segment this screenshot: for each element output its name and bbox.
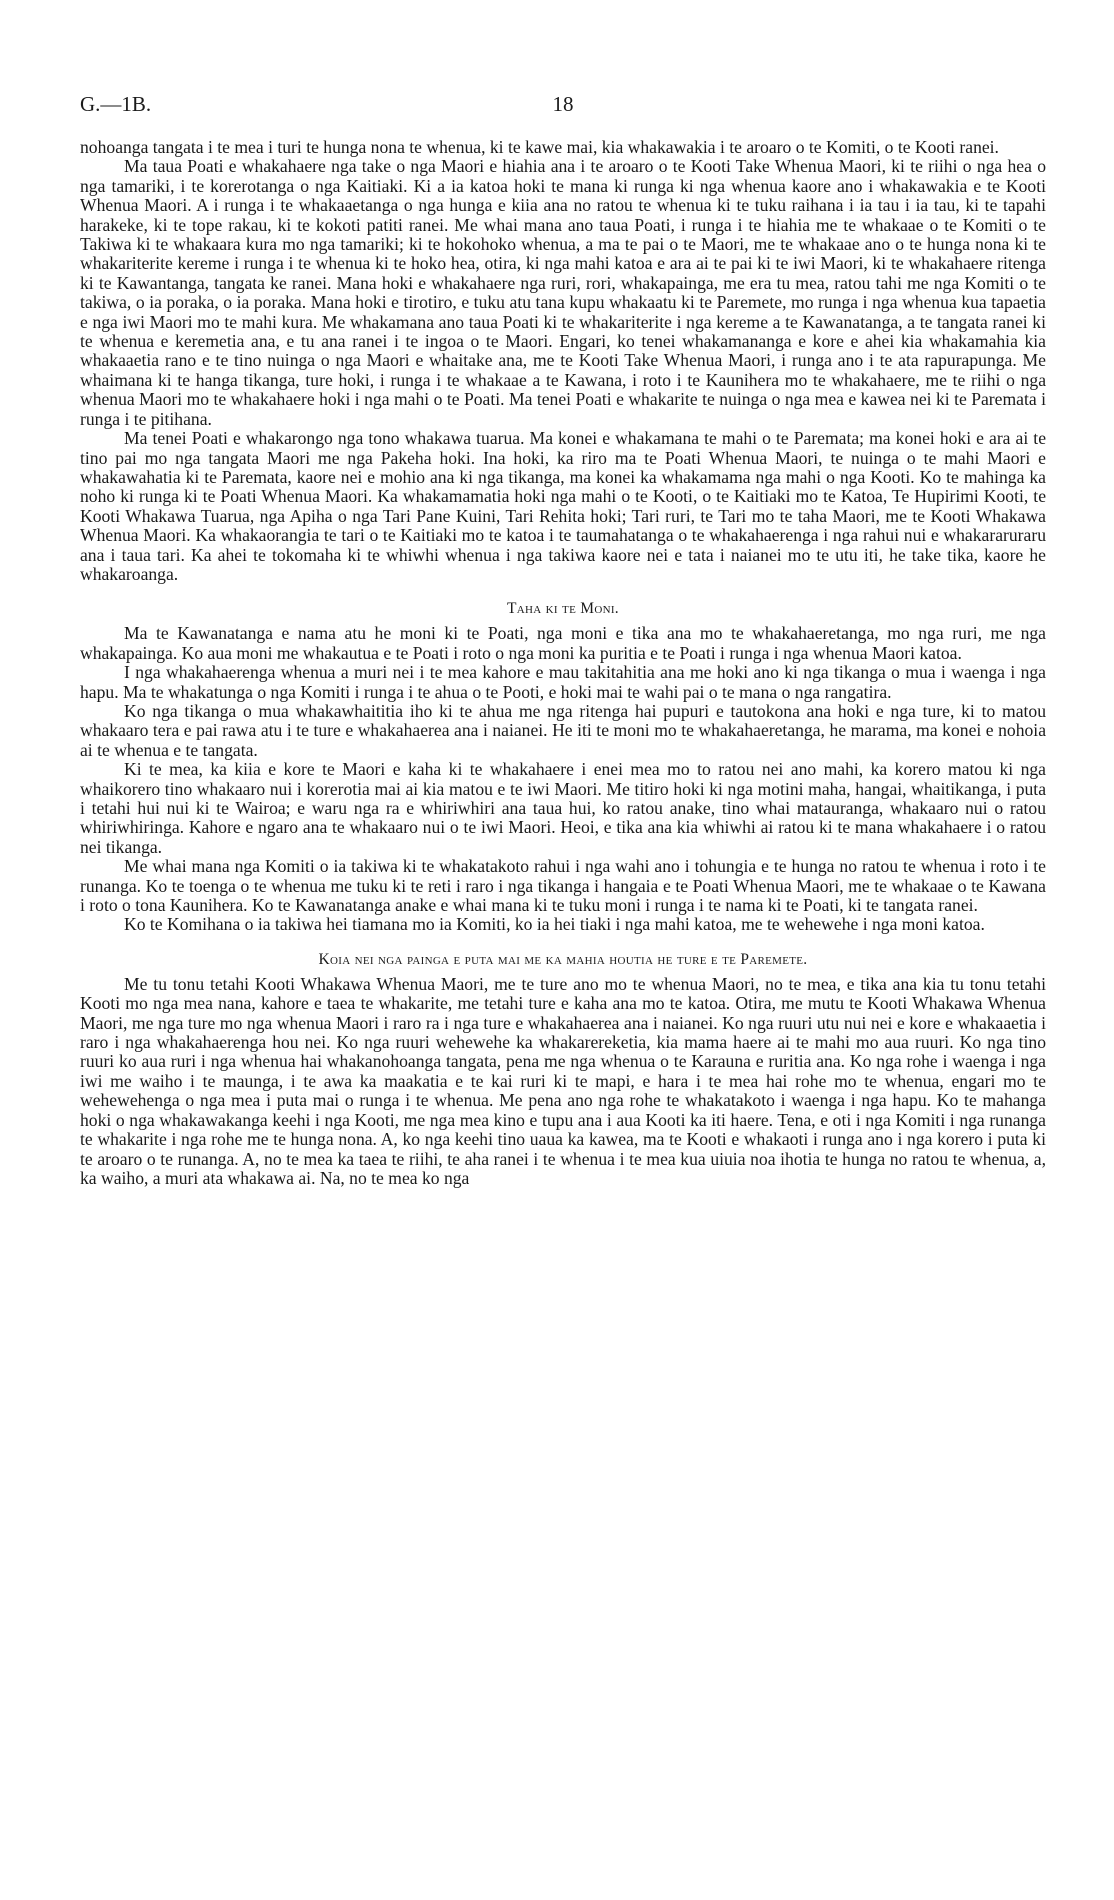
document-body: [80, 138, 1046, 1188]
paragraph: I nga whakahaerenga whenua a muri nei i te mea kahore e mau takitahitia ana me hoki ano ki nga tikanga o mua i waenga i nga hapu. Ma te whakatunga o nga Komiti i runga i te ahua o te Pooti, e hoki mai te wahi pai o te mana o nga rangatira.: [80, 662, 1046, 702]
section-benefits: [80, 951, 1046, 1188]
paragraph: Ko te Komihana o ia takiwa hei tiamana mo ia Komiti, ko ia hei tiaki i nga mahi katoa, me te wehewehe i nga moni katoa.: [124, 914, 985, 935]
section-land-board: [80, 138, 1046, 584]
section-heading: Taha ki te Moni.: [507, 600, 619, 618]
document-page: [80, 92, 1046, 1188]
paragraph: Ko nga tikanga o mua whakawhaititia iho ki te ahua me nga ritenga hai pupuri e tautokona ana hoki e nga ture, ki to matou whakaaro tera e pai rawa atu i te ture e whakahaerea ana i naianei. He iti te moni mo te whakahaeretanga, he marama, ma konei e nohoia ai te whenua e te tangata.: [80, 700, 1046, 760]
paragraph: Ma tenei Poati e whakarongo nga tono whakawa tuarua. Ma konei e whakamana te mahi o te Paremata; ma konei hoki e ara ai te tino pai mo nga tangata Maori me nga Pakeha hoki. Ina hoki, ka riro ma te Poati Whenua Maori, te nuinga o te mahi Maori e whakawahatia ki te Paremata, kaore nei e mohio ana ki nga tikanga, ma konei ka whakamama nga mahi o nga Kooti. Ko te mahinga ka noho ki runga ki te Poati Whenua Maori. Ka whakamamatia hoki nga mahi o te Kooti, o te Kaitiaki mo te Katoa, Te Hupirimi Kooti, te Kooti Whakawa Tuarua, nga Apiha o nga Tari Pane Kuini, Tari Rehita hoki; Tari ruri, te Tari mo te taha Maori, me te Kooti Whakawa Whenua Maori. Ka whakaorangia te tari o te Kaitiaki mo te katoa i te taumahatanga o te whakahaerenga i nga rahui nui e whakararuraru ana i taua tari. Ka ahei te tokomaha ki te whiwhi whenua i nga takiwa kaore nei e tata i naianei mo te utu iti, he take tika, kaore he whakaroanga.: [80, 428, 1046, 584]
paragraph: Ma taua Poati e whakahaere nga take o nga Maori e hiahia ana i te aroaro o te Kooti Take Whenua Maori, ki te riihi o nga hea o nga tamariki, i te korerotanga o nga Kaitiaki. Ki a ia katoa hoki te mana ki runga ki nga whenua kaore ano i whakawakia e te Kooti Whenua Maori. A i runga i te whakaaetanga o nga hunga e kiia ana no ratou te whenua ki te tuku raihana i ia tau i ia tau, ki te tapahi harakeke, ki te tope rakau, ki te kokoti patiti ranei. Me whai mana ano taua Poati, i runga i te hiahia me te whakaae o te Komiti o te Takiwa ki te whakaara kura mo nga tamariki; ki te hokohoko whenua, a ma te pai o te Maori, me te whakaae ano o te hunga nona ki te whakariterite kereme i runga i te whenua ki te hoko hea, otira, ki nga mahi katoa e ara ai te pai ki te iwi Maori, ki te whakahaere ritenga ki te Kawantanga, tangata ke ranei. Mana hoki e whakahaere nga ruri, rori, whakapainga, me era tu mea, ratou tahi me nga Komiti o te takiwa, o ia poraka, o ia poraka. Mana hoki e tirotiro, e tuku atu tana kupu whakaatu ki te Paremete, mo runga i nga whenua kua tapaetia e nga iwi Maori mo te mahi kura. Me whakamana ano taua Poati ki te whakariterite i nga kereme a te Kawanatanga, a te tangata ranei ki te whenua e keremetia ana, e tu ana ranei i te ingoa o te Maori. Engari, ko tenei whakamananga e kore e ahei kia whakamahia kia whakaaetia rano e te tino nuinga o nga Maori e whaitake ana, me te Kooti Take Whenua Maori, i runga ano i te ata rapurapunga. Me whaimana ki te hanga tikanga, ture hoki, i runga i te whakaae a te Kawana, i roto i te Kaunihera mo te whakahaere, me te riihi o nga whenua Maori mo te whakahaere hoki i nga mahi o te Poati. Ma tenei Poati e whakarite te nuinga o nga mea e kawea nei ki te Paremata i runga i te pitihana.: [80, 156, 1046, 429]
paragraph: Me whai mana nga Komiti o ia takiwa ki te whakatakoto rahui i nga wahi ano i tohungia e te hunga no ratou te whenua i roto i te runanga. Ko te toenga o te whenua me tuku ki te reti i raro i nga tikanga i hangaia e te Poati Whenua Maori, me te whakaae o te Kawana i roto o tona Kaunihera. Ko te Kawanatanga anake e whai mana ki te tuku moni i runga i te nama ki te Poati, ki te tangata ranei.: [80, 856, 1046, 916]
paragraph: nohoanga tangata i te mea i turi te hunga nona te whenua, ki te kawe mai, kia whakawakia i te aroaro o te Komiti, o te Kooti ranei.: [80, 137, 999, 157]
paragraph: Me tu tonu tetahi Kooti Whakawa Whenua Maori, me te ture ano mo te whenua Maori, no te mea, e tika ana kia tu tonu tetahi Kooti mo nga mea nana, kahore e taea te whakarite, me tetahi ture e kaha ana mo te katoa. Otira, me mutu te Kooti Whakawa Whenua Maori, me nga ture mo nga whenua Maori i raro ra i nga ture e whakahaerea ana i naianei. Ko nga ruuri utu nui nei e kore e whakaaetia i raro i nga whakahaerenga hou nei. Ko nga ruuri wehewehe ka whakarereketia, kia mama haere ai te mahi mo aua ruuri. Ko nga tino ruuri ko aua ruri i nga whenua hai whakanohoanga tangata, pena me nga whenua o te Karauna e ruritia ana. Ko nga rohe i waenga i nga iwi me waiho i te maunga, i te awa ka maakatia e te kai ruri ki te mapi, e hara i te mea hai rohe mo te whenua, engari mo te wehewehenga o nga mea i puta mai o runga i te whenua. Me pena ano nga rohe te whakatakoto i waenga i nga hapu. Ko te mahanga hoki o nga whakawakanga keehi i nga Kooti, me nga mea kino e tupu ana i aua Kooti ka iti haere. Tena, e oti i nga Komiti i nga runanga te whakarite i nga rohe me te hunga nona. A, ko nga keehi tino uaua ka kawea, ma te Kooti e whakaoti i runga ano i nga korero i puta ki te aroaro o te runanga. A, no te mea ka taea te riihi, te aha ranei i te whenua i te mea kua uiuia noa ihotia te hunga no ratou te whenua, a, ka waiho, a muri ata whakawa ai. Na, no te mea ko nga: [80, 973, 1046, 1188]
paragraph: Ma te Kawanatanga e nama atu he moni ki te Poati, nga moni e tika ana mo te whakahaeretanga, mo nga ruri, me nga whakapainga. Ko aua moni me whakautua e te Poati i roto o nga moni ka puritia e te Poati i runga i nga whenua Maori katoa.: [80, 623, 1046, 663]
section-finance: [80, 600, 1046, 935]
section-heading: Koia nei nga painga e puta mai me ka mahia houtia he ture e te Paremete.: [318, 950, 808, 968]
page-number: 18: [552, 92, 574, 116]
page-header: [80, 92, 1046, 126]
document-code: G.—1B.: [80, 92, 152, 116]
paragraph: Ki te mea, ka kiia e kore te Maori e kaha ki te whakahaere i enei mea mo to ratou nei ano mahi, ka korero matou ki nga whaikorero tino whakaaro nui i korerotia mai ai kia matou e te iwi Maori. Me titiro hoki ki nga motini maha, hangai, whaitikanga, i puta i tetahi hui nui ki te Wairoa; e waru nga ra e whiriwhiri ana taua hui, ko ratou anake, tino whai matauranga, whakaaro nui o ratou whiriwhiringa. Kahore e ngaro ana te whakaaro nui o te iwi Maori. Heoi, e tika ana kia whiwhi ai ratou ki te mana whakahaere i o ratou nei tikanga.: [80, 759, 1046, 857]
